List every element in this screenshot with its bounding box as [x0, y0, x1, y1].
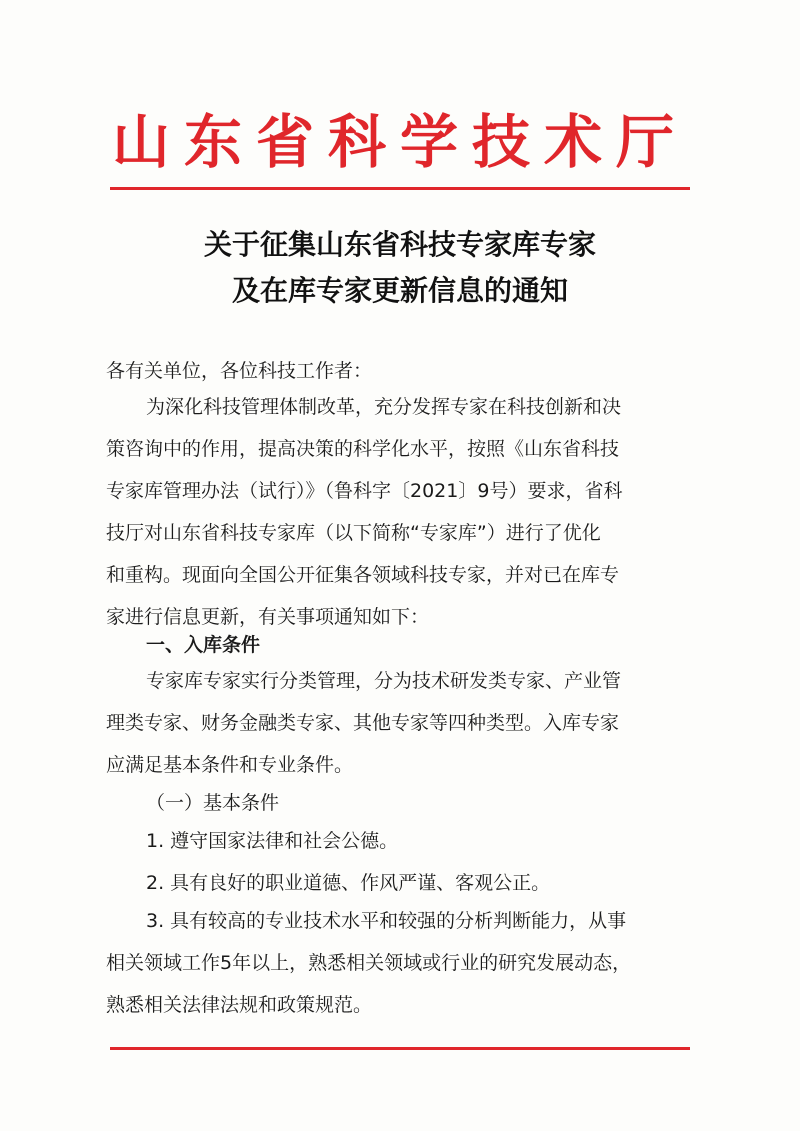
section-heading-entry-conditions: 一、入库条件 [146, 634, 261, 656]
footer-red-rule [110, 1047, 690, 1050]
list-item-3 [106, 900, 696, 1026]
document-title [0, 222, 800, 314]
header-red-rule [110, 187, 690, 190]
paragraph-line: 专家库专家实行分类管理，分为技术研发类专家、产业管 [146, 670, 622, 692]
paragraph-line: 3. 具有较高的专业技术水平和较强的分析判断能力，从事 [146, 910, 627, 932]
paragraph-intro [106, 386, 696, 638]
list-item-2: 2. 具有良好的职业道德、作风严谨、客观公正。 [146, 872, 551, 894]
paragraph-line: 家进行信息更新，有关事项通知如下： [106, 606, 430, 628]
title-line-1: 关于征集山东省科技专家库专家 [203, 228, 596, 261]
paragraph-line: 策咨询中的作用，提高决策的科学化水平，按照《山东省科技 [106, 438, 620, 460]
paragraph-classification [106, 660, 696, 786]
paragraph-line: 理类专家、财务金融类专家、其他专家等四种类型。入库专家 [106, 712, 620, 734]
salutation: 各有关单位，各位科技工作者： [106, 360, 373, 382]
organization-header: 山东省科学技术厅 [111, 108, 688, 176]
paragraph-line: 专家库管理办法（试行）》（鲁科字〔2021〕9号）要求，省科 [106, 480, 623, 502]
paragraph-line: 应满足基本条件和专业条件。 [106, 754, 354, 776]
list-item-1: 1. 遵守国家法律和社会公德。 [146, 830, 399, 852]
title-line-2: 及在库专家更新信息的通知 [231, 274, 568, 307]
paragraph-line: 技厅对山东省科技专家库（以下简称“专家库”）进行了优化 [106, 522, 601, 544]
paragraph-line: 相关领域工作5年以上，熟悉相关领域或行业的研究发展动态， [106, 952, 632, 974]
paragraph-line: 熟悉相关法律法规和政策规范。 [106, 994, 373, 1016]
subsection-heading-basic-conditions: （一）基本条件 [146, 792, 280, 814]
paragraph-line: 和重构。现面向全国公开征集各领域科技专家，并对已在库专 [106, 564, 620, 586]
paragraph-line: 为深化科技管理体制改革，充分发挥专家在科技创新和决 [146, 396, 622, 418]
